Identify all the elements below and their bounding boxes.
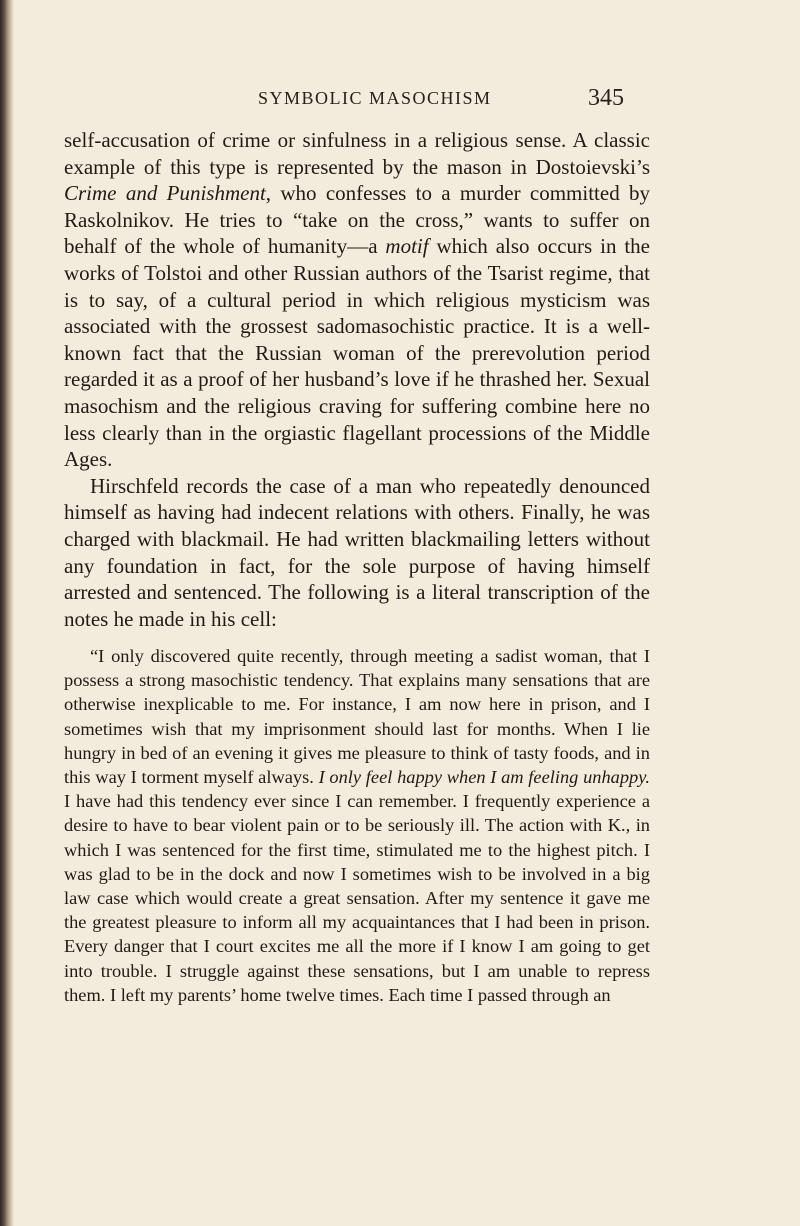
paragraph-continued [64,127,650,473]
quote-emphasis: I only feel happy when I am feeling unhappy. [318,767,650,788]
block-quote [64,644,650,1007]
paragraph-1-text-a: self-accusation of crime or sinfulness in a religious sense. A classic example of this type is represented by the mason in Dostoievski’s [64,128,650,179]
quote-text-a: “I only discovered quite recently, through meeting a sadist woman, that I possess a strong masochistic tendency. That explains many sensations that are otherwise inexplicable to me. For instance, I am now here in prison, and I sometimes wish that my imprisonment should last for months. When I lie hungry in bed of an evening it gives me pleasure to think of tasty foods, and in this way I torment myself always. [64,646,650,788]
running-title: SYMBOLIC MASOCHISM [258,88,492,108]
paragraph-1-text-b: , who confesses to a murder committed by Raskolnikov. He tries to “take on the cross,” wants to suffer on behalf of the whole of humanity—a [64,181,651,259]
body-text [64,127,650,632]
paragraph-1-text-c: which also occurs in the works of Tolstoi and other Russian authors of the Tsarist regime, that is to say, of a cultural period in which religious mysticism was associated with the grossest sadomasochistic practice. It is a well-known fact that the Russian woman of the prerevolution period regarded it as a proof of her husband’s love if he thrashed her. Sexual masochism and the religious craving for suffering combine here no less clearly than in the orgiastic flagellant processions of the Middle Ages. [64,234,650,472]
book-title-crime-and-punishment: Crime and Punishment [64,181,266,206]
paragraph-hirschfeld: Hirschfeld records the case of a man who repeatedly denounced himself as having had indecent relations with others. Finally, he was charged with blackmail. He had written blackmailing letters without any foundation in fact, for the sole purpose of having himself arrested and sentenced. The following is a literal transcription of the notes he made in his cell: [64,473,650,631]
italic-motif: motif [385,234,429,259]
quote-text-b: I have had this tendency ever since I can remember. I frequently experience a desire to have to bear violent pain or to be seriously ill. The action with K., in which I was sentenced for the first time, stimulated me to the highest pitch. I was glad to be in the dock and now I sometimes wish to be involved in a big law case which would create a great sensation. After my sentence it gave me the greatest pleasure to inform all my acquaintances that I had been in prison. Every danger that I court excites me all the more if I know I am going to get into trouble. I struggle against these sensations, but I am unable to repress them. I left my parents’ home twelve times. Each time I passed through an [64,791,650,1005]
page-number: 345 [588,85,624,111]
running-head [258,85,658,111]
